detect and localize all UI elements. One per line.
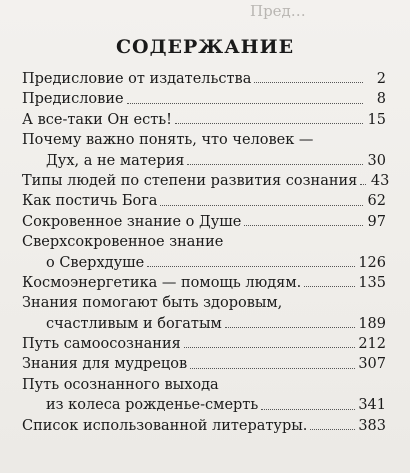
toc-entry-title: Список использованной литературы. [22,417,308,434]
toc-entry [22,416,386,436]
toc-entry-title: Предисловие от издательства [22,70,252,87]
toc-entry-title: Как постичь Бога [22,193,158,210]
toc-entry [22,375,386,395]
toc-page-number: 341 [358,397,386,414]
toc-entry-title: счастливым и богатым [46,315,222,332]
toc-entry-title: Типы людей по степени развития сознания [22,172,358,189]
show-through-text [0,0,410,26]
toc-leader-dots [304,286,355,287]
toc-page-number: 43 [370,172,390,189]
toc-page-number: 212 [358,336,386,353]
toc-entry-title: Знания помогают быть здоровым, [22,295,283,312]
toc-entry [22,212,386,232]
toc-page-number: 97 [367,213,386,230]
toc-leader-dots [160,205,363,206]
toc-page-number: 30 [367,152,386,169]
toc-entry-title: Предисловие [22,91,124,108]
toc-page-number: 307 [358,356,386,373]
toc-entry-title: Космоэнергетика — помощь людям. [22,274,302,291]
toc-entry-title: Почему важно понять, что человек — [22,132,314,149]
toc-entry-title: о Сверхдуше [46,254,145,271]
toc-entry-title: А все-таки Он есть! [22,111,172,128]
toc-leader-dots [261,409,355,410]
toc-entry-title: Сокровенное знание о Душе [22,213,242,230]
toc-page-number: 62 [367,193,386,210]
toc-entry [22,151,386,171]
toc-entry-title: Сверхсокровенное знание [22,234,224,251]
toc-entry [22,89,386,109]
toc-leader-dots [190,368,355,369]
toc-leader-dots [244,225,363,226]
toc-page-number: 189 [358,315,386,332]
toc-leader-dots [187,164,363,165]
toc-entry [22,395,386,415]
toc-page-number: 8 [376,91,386,108]
toc-entry-title: Знания для мудрецов [22,356,188,373]
toc-entry [22,314,386,334]
toc-entry [22,253,386,273]
toc-leader-dots [360,184,366,185]
toc-leader-dots [254,82,363,83]
toc-entry [22,354,386,374]
toc-page-number: 126 [358,254,386,271]
table-of-contents [22,69,390,436]
toc-entry [22,334,386,354]
toc-entry-title: Путь осознанного выхода [22,376,219,393]
toc-entry [22,69,386,89]
toc-page-number: 15 [367,111,386,128]
toc-leader-dots [147,266,355,267]
toc-leader-dots [225,327,356,328]
toc-leader-dots [127,103,363,104]
show-through-fragment: Пред… [250,2,306,20]
toc-entry [22,110,386,130]
toc-entry-title: Дух, а не материя [46,152,185,169]
toc-entry-title: из колеса рожденье-смерть [46,397,259,414]
toc-page-number: 383 [358,417,386,434]
toc-leader-dots [184,347,356,348]
toc-entry [22,191,386,211]
toc-entry-title: Путь самоосознания [22,336,181,353]
toc-entry [22,293,386,313]
toc-page-number: 2 [376,70,386,87]
page-title: СОДЕРЖАНИЕ [115,36,295,58]
toc-entry [22,232,386,252]
toc-entry [22,273,386,293]
toc-entry [22,130,386,150]
toc-leader-dots [310,429,355,430]
toc-page-number: 135 [358,274,386,291]
toc-entry [22,171,390,191]
toc-leader-dots [175,123,363,124]
